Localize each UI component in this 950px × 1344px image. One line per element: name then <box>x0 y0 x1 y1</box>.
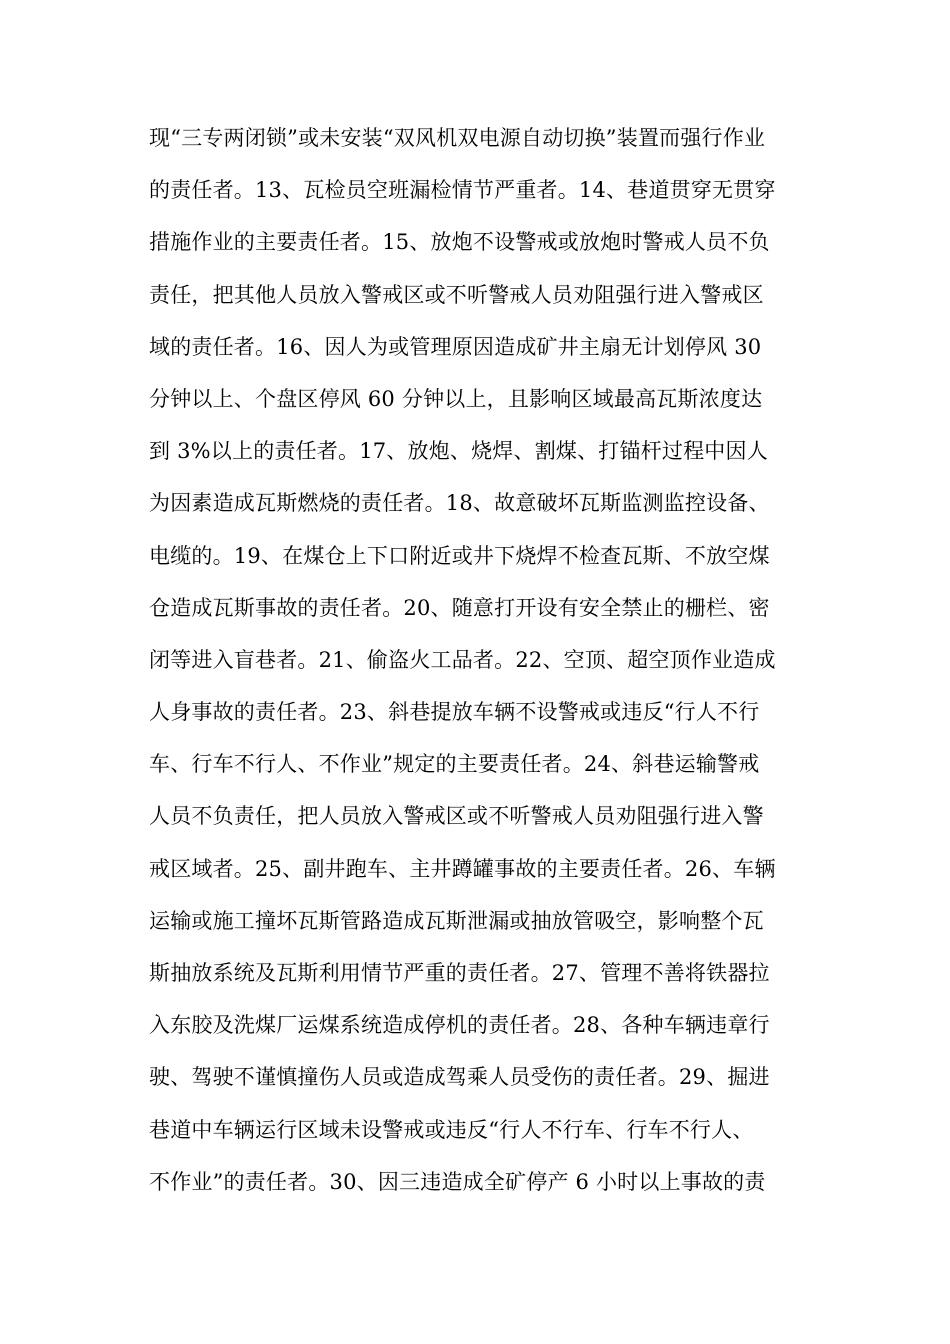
text-line: 人身事故的责任者。23、斜巷提放车辆不设警戒或违反“行人不行 <box>149 700 760 725</box>
text-line: 措施作业的主要责任者。15、放炮不设警戒或放炮时警戒人员不负 <box>149 230 770 255</box>
text-line: 责任，把其他人员放入警戒区或不听警戒人员劝阻强行进入警戒区 <box>149 282 764 307</box>
text-line: 的责任者。13、瓦检员空班漏检情节严重者。14、巷道贯穿无贯穿 <box>149 178 776 203</box>
text-line: 戒区域者。25、副井跑车、主井蹲罐事故的主要责任者。26、车辆 <box>149 856 776 881</box>
text-line: 到 3%以上的责任者。17、放炮、烧焊、割煤、打锚杆过程中因人 <box>149 439 768 464</box>
text-line: 域的责任者。16、因人为或管理原因造成矿井主扇无计划停风 30 <box>149 334 762 359</box>
text-line: 车、行车不行人、不作业”规定的主要责任者。24、斜巷运输警戒 <box>149 752 760 777</box>
text-line: 入东胶及洗煤厂运煤系统造成停机的责任者。28、各种车辆违章行 <box>149 1013 770 1038</box>
text-line: 驶、驾驶不谨慎撞伤人员或造成驾乘人员受伤的责任者。29、掘进 <box>149 1065 770 1090</box>
text-line: 巷道中车辆运行区域未设警戒或违反“行人不行车、行车不行人、 <box>149 1117 754 1142</box>
text-line: 电缆的。19、在煤仓上下口附近或井下烧焊不检查瓦斯、不放空煤 <box>149 543 770 568</box>
text-line: 为因素造成瓦斯燃烧的责任者。18、故意破坏瓦斯监测监控设备、 <box>149 491 770 516</box>
text-line: 闭等进入盲巷者。21、偷盗火工品者。22、空顶、超空顶作业造成 <box>149 647 776 672</box>
text-line: 斯抽放系统及瓦斯利用情节严重的责任者。27、管理不善将铁器拉 <box>149 961 770 985</box>
text-line: 运输或施工撞坏瓦斯管路造成瓦斯泄漏或抽放管吸空，影响整个瓦 <box>149 908 764 933</box>
text-line: 人员不负责任，把人员放入警戒区或不听警戒人员劝阻强行进入警 <box>149 804 764 829</box>
text-line: 现“三专两闭锁”或未安装“双风机双电源自动切换”装置而强行作业 <box>149 126 766 150</box>
text-line: 仓造成瓦斯事故的责任者。20、随意打开设有安全禁止的栅栏、密 <box>149 595 770 620</box>
body-text <box>149 116 809 1212</box>
text-line: 不作业”的责任者。30、因三违造成全矿停产 6 小时以上事故的责 <box>149 1169 766 1194</box>
text-line: 分钟以上、个盘区停风 60 分钟以上，且影响区域最高瓦斯浓度达 <box>149 386 763 411</box>
